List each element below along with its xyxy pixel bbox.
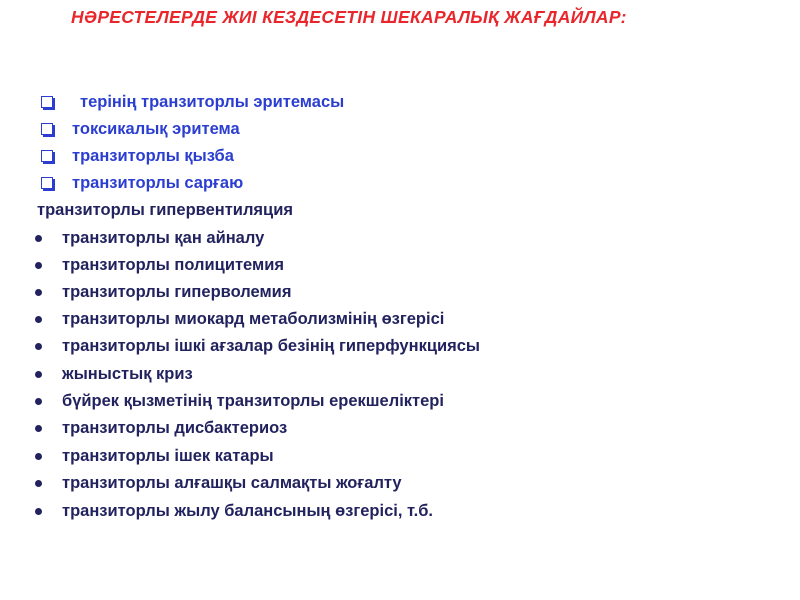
bullet-item-label: транзиторлы қан айналу [62, 229, 265, 247]
checkbox-icon [41, 177, 53, 189]
checkbox-icon [41, 123, 53, 135]
bullet-item-label: транзиторлы миокард метаболизмінің өзгерісі [62, 310, 445, 328]
bullet-item-label: транзиторлы ішкі ағзалар безінің гиперфункциясы [62, 337, 481, 355]
bullet-dot-icon [35, 289, 42, 296]
bullet-item-label: жыныстық криз [62, 365, 193, 383]
bullet-dot-icon [35, 235, 42, 242]
bullet-item-label: транзиторлы полицитемия [62, 256, 284, 274]
bullet-dot-icon [35, 262, 42, 269]
checkbox-icon [41, 96, 53, 108]
bullet-item-label: транзиторлы жылу балансының өзгерісі, т.б. [62, 502, 434, 520]
bullet-item-label: транзиторлы ішек катары [62, 447, 274, 465]
checklist-item-label: транзиторлы қызба [72, 147, 234, 165]
checklist-item-label: терінің транзиторлы эритемасы [80, 93, 345, 111]
bullet-item-label: транзиторлы дисбактериоз [62, 419, 288, 437]
checkbox-icon [41, 150, 53, 162]
bullet-dot-icon [35, 371, 42, 378]
bullet-dot-icon [35, 480, 42, 487]
bullet-item-label: бүйрек қызметінің транзиторлы ерекшеліктері [62, 392, 444, 410]
bullet-dot-icon [35, 453, 42, 460]
slide-title: НӘРЕСТЕЛЕРДЕ ЖИІ КЕЗДЕСЕТІН ШЕКАРАЛЫҚ ЖАҒДАЙЛАР: [71, 7, 627, 27]
plain-list-item: транзиторлы гипервентиляция [37, 201, 293, 219]
checklist-item-label: токсикалық эритема [72, 120, 240, 138]
bullet-dot-icon [35, 316, 42, 323]
bullet-item-label: транзиторлы алғашқы салмақты жоғалту [62, 474, 402, 492]
bullet-item-label: транзиторлы гиперволемия [62, 283, 292, 301]
bullet-dot-icon [35, 398, 42, 405]
bullet-dot-icon [35, 343, 42, 350]
checklist-item-label: транзиторлы сарғаю [72, 174, 244, 192]
bullet-dot-icon [35, 425, 42, 432]
bullet-dot-icon [35, 508, 42, 515]
